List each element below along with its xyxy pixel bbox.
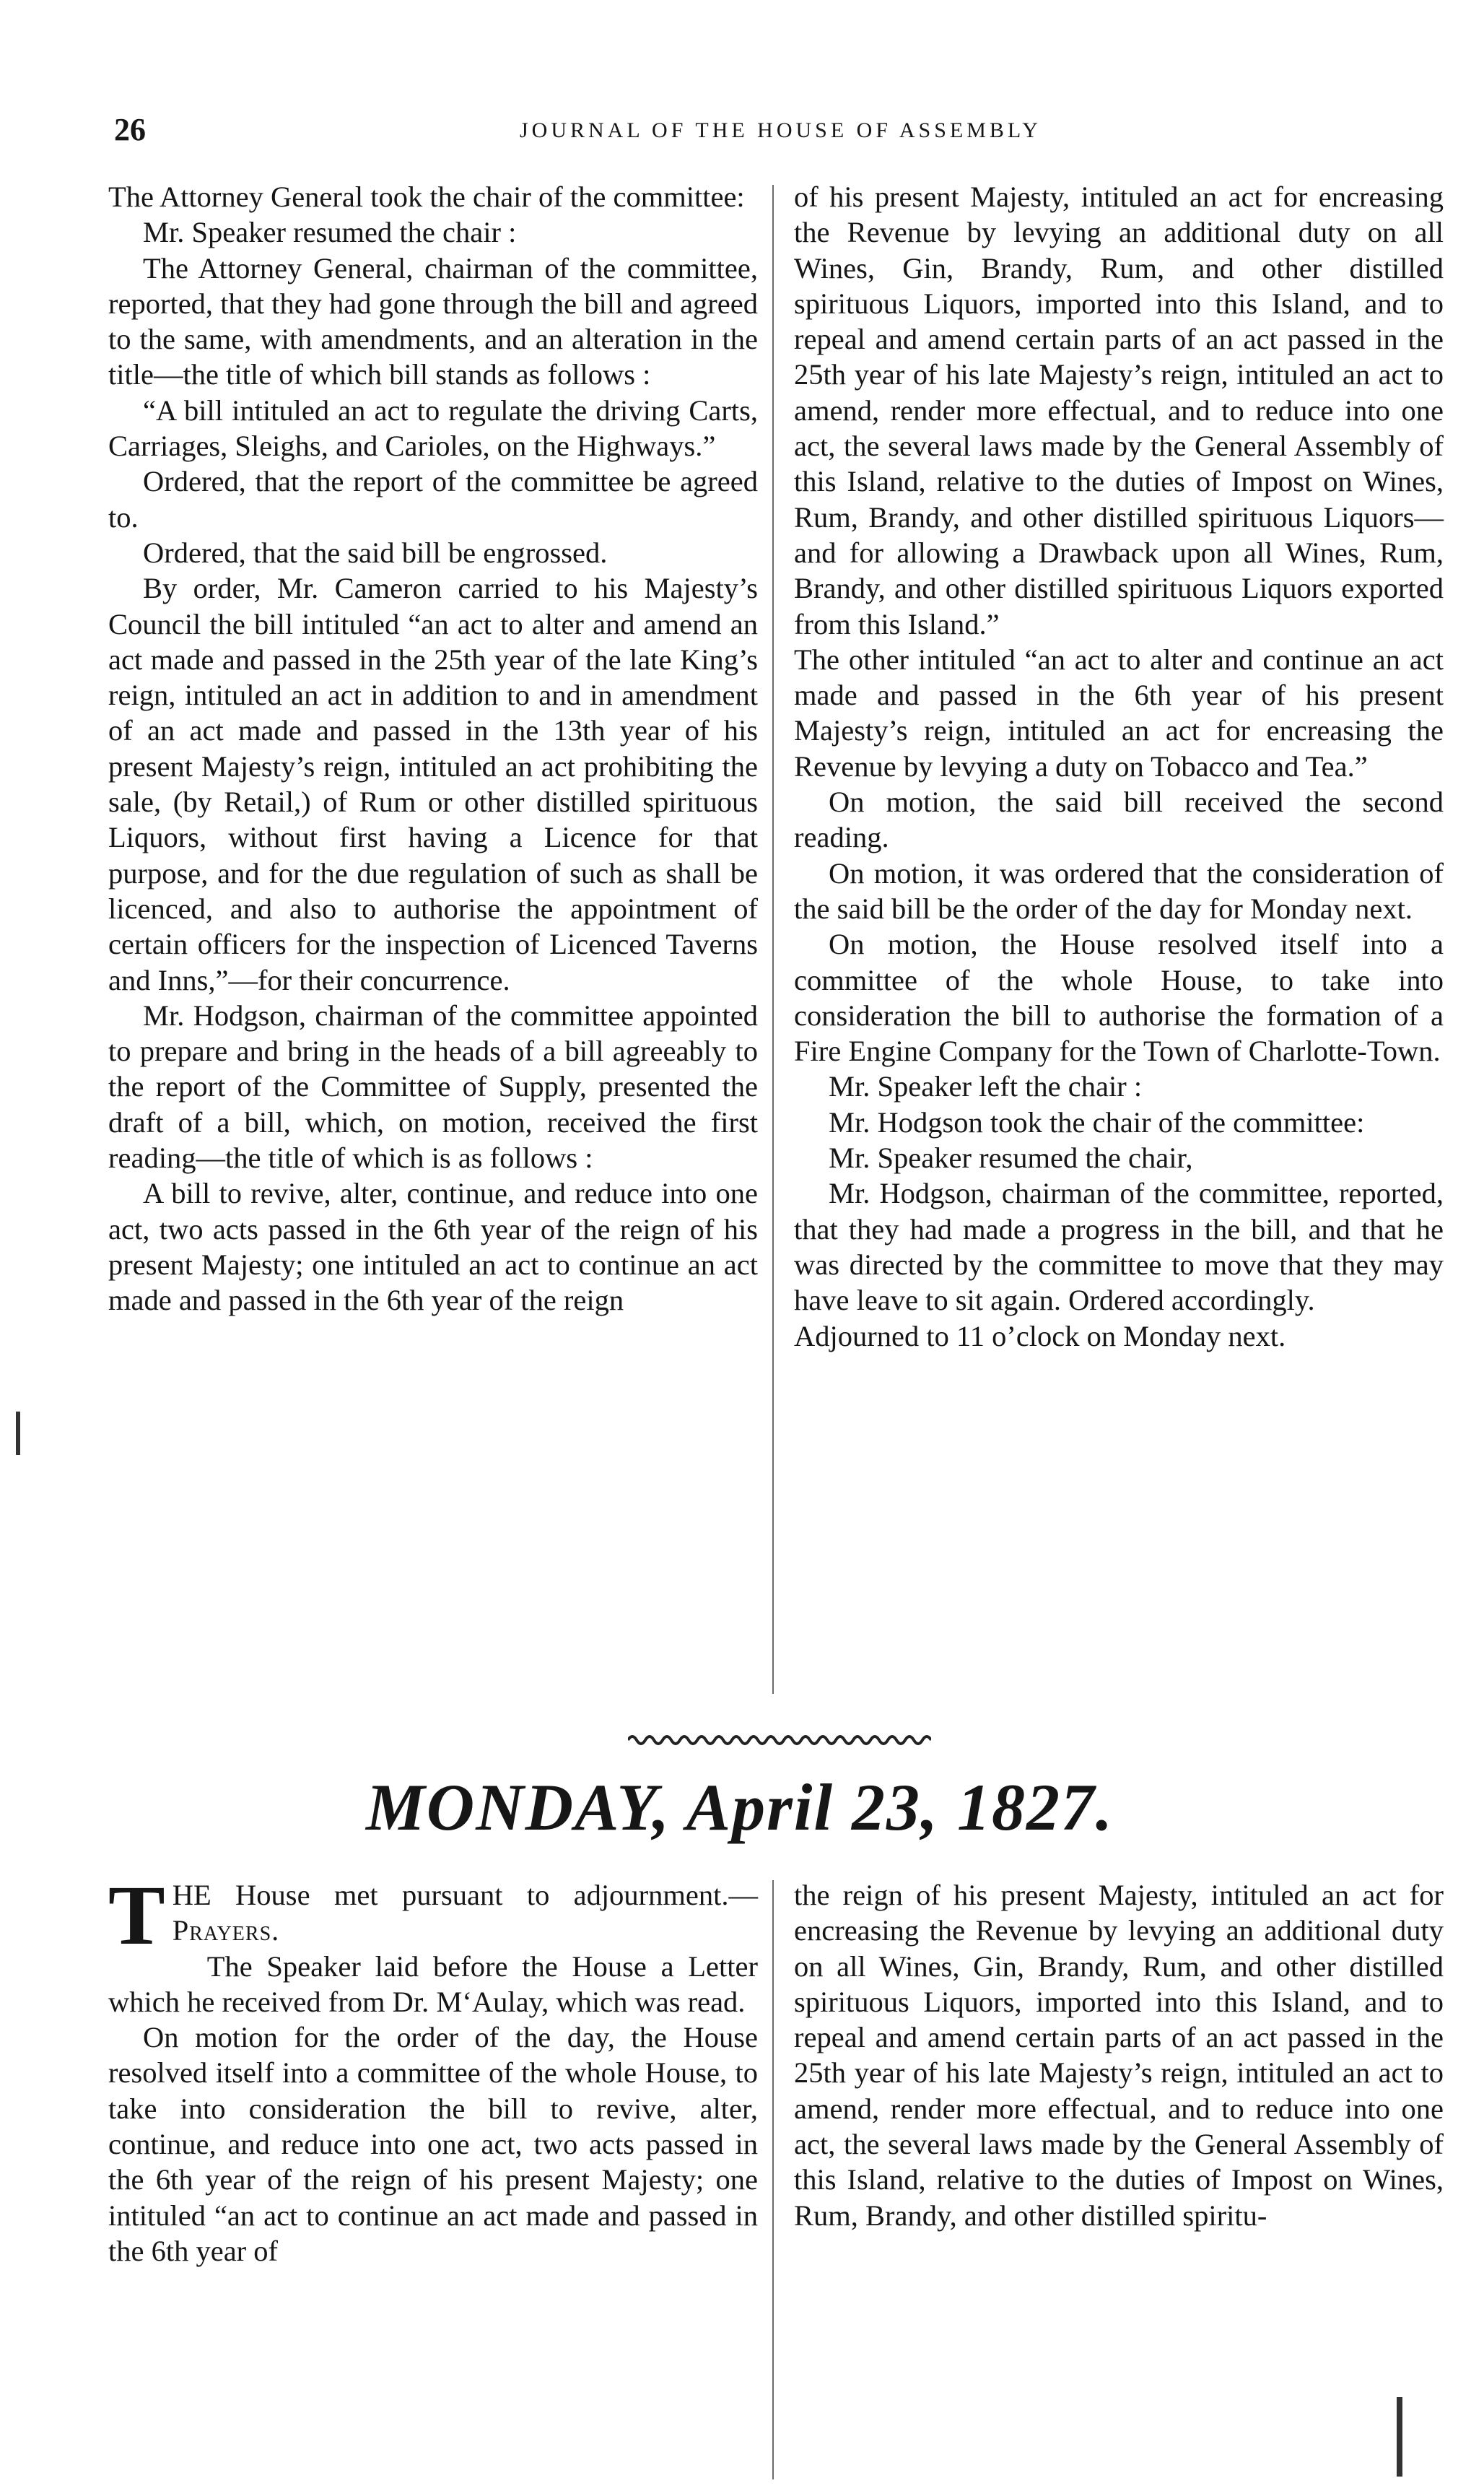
column-divider — [772, 185, 774, 1694]
paragraph: Mr. Hodgson took the chair of the committee: — [829, 1105, 1365, 1139]
paragraph: On motion, the House resolved itself into a committee of the whole House, to take into consideration the bill to authorise the formation of a Fire Engine Company for the Town of Charlotte-Town. — [794, 928, 1444, 1068]
paragraph: Mr. Hodgson, chairman of the committee appointed to prepare and bring in the heads of a bill agreeably to the report of the Committee of Supply, presented the draft of a bill, which, on motion, received the first reading—the title of which is as follows : — [108, 999, 758, 1175]
paragraph: The other intituled “an act to alter and continue an act made and passed in the 6th year of his present Majesty’s reign, intituled an act for encreasing the Revenue by levying a duty on Tobacco and Tea.” — [794, 643, 1444, 783]
paragraph: On motion, the said bill received the second reading. — [794, 786, 1444, 854]
paragraph: On motion, it was ordered that the consideration of the said bill be the order of the day for Monday next. — [794, 856, 1444, 925]
margin-mark — [16, 1412, 20, 1455]
paragraph: Mr. Hodgson, chairman of the committee, reported, that they had made a progress in the bill, and that he was directed by the committee to move that they may have leave to sit again. Ordered accordingly. — [794, 1177, 1444, 1317]
lower-right-column — [794, 1877, 1444, 2233]
ornament-divider — [628, 1727, 931, 1749]
opening-paragraph — [108, 1868, 758, 1962]
running-head: JOURNAL OF THE HOUSE OF ASSEMBLY — [520, 118, 1042, 142]
paragraph: Ordered, that the report of the committee be agreed to. — [108, 465, 758, 534]
paragraph: The Attorney General, chairman of the committee, reported, that they had gone through the bill and agreed to the same, with amendments, and an alteration in the title—the title of which bill stands as follows : — [108, 251, 758, 391]
upper-left-column — [108, 179, 758, 1318]
page-header — [108, 108, 1119, 152]
paragraph: of his present Majesty, intituled an act for encreasing the Revenue by levying an additional duty on all Wines, Gin, Brandy, Rum, and other distilled spirituous Liquors, imported into this Island, and to repeal and amend certain parts of an act passed in the 25th year of his late Majesty’s reign, intituled an act to amend, render more effectual, and to reduce into one act, the several laws made by the General Assembly of this Island, relative to the duties of Impost on Wines, Rum, Brandy, and other distilled spirituous Liquors—and for allowing a Drawback upon all Wines, Rum, Brandy, and other distilled spirituous Liquors exported from this Island.” — [794, 181, 1444, 640]
paragraph: The Attorney General took the chair of the committee: — [108, 181, 745, 213]
paragraph: A bill to revive, alter, continue, and reduce into one act, two acts passed in the 6th year of the reign of his present Majesty; one intituled an act to continue an act made and passed in the 6th year of the reign — [108, 1177, 758, 1317]
lower-left-column — [108, 1868, 758, 2269]
paragraph: Adjourned to 11 o’clock on Monday next. — [794, 1319, 1286, 1352]
date-heading: MONDAY, April 23, 1827. — [365, 1770, 1114, 1844]
paragraph: Mr. Speaker resumed the chair, — [829, 1142, 1193, 1175]
upper-right-column — [794, 179, 1444, 1354]
drop-cap: T — [108, 1868, 165, 1962]
column-divider — [772, 1880, 774, 2479]
paragraph: Mr. Speaker left the chair : — [829, 1070, 1143, 1103]
paragraph: the reign of his present Majesty, intituled an act for encreasing the Revenue by levying an additional duty on all Wines, Gin, Brandy, Rum, and other distilled spirituous Liquors, imported into this Island, and to repeal and amend certain parts of an act passed in the 25th year of his late Majesty’s reign, intituled an act to amend, render more effectual, and to reduce into one act, the several laws made by the General Assembly of this Island, relative to the duties of Impost on Wines, Rum, Brandy, and other distilled spiritu- — [794, 1879, 1444, 2232]
paragraph: The Speaker laid before the House a Letter which he received from Dr. M‘Aulay, which was read. — [108, 1949, 758, 2018]
page-number: 26 — [114, 112, 146, 147]
paragraph: By order, Mr. Cameron carried to his Majesty’s Council the bill intituled “an act to alter and amend an act made and passed in the 25th year of the late King’s reign, intituled an act in addition to and in amendment of an act made and passed in the 13th year of his present Majesty’s reign, intituled an act prohibiting the sale, (by Retail,) of Rum or other distilled spirituous Liquors, without first having a Licence for that purpose, and for the due regulation of such as shall be licenced, and also to authorise the appointment of certain officers for the inspection of Licenced Taverns and Inns,”—for their concurrence. — [108, 572, 758, 996]
paragraph: “A bill intituled an act to regulate the driving Carts, Carriages, Sleighs, and Carioles, on the Highways.” — [108, 394, 758, 463]
margin-mark — [1397, 2397, 1402, 2477]
paragraph: Ordered, that the said bill be engrossed. — [143, 536, 608, 569]
opening-text: HE House met pursuant to adjournment.— — [172, 1879, 758, 1911]
paragraph: On motion for the order of the day, the House resolved itself into a committee of the whole House, to take into consideration the bill to revive, alter, continue, and reduce into one act, two acts passed in the 6th year of the reign of his present Majesty; one intituled “an act to continue an act made and passed in the 6th year of — [108, 2021, 758, 2267]
prayers-label: Prayers. — [172, 1914, 280, 1947]
paragraph: Mr. Speaker resumed the chair : — [143, 216, 517, 249]
